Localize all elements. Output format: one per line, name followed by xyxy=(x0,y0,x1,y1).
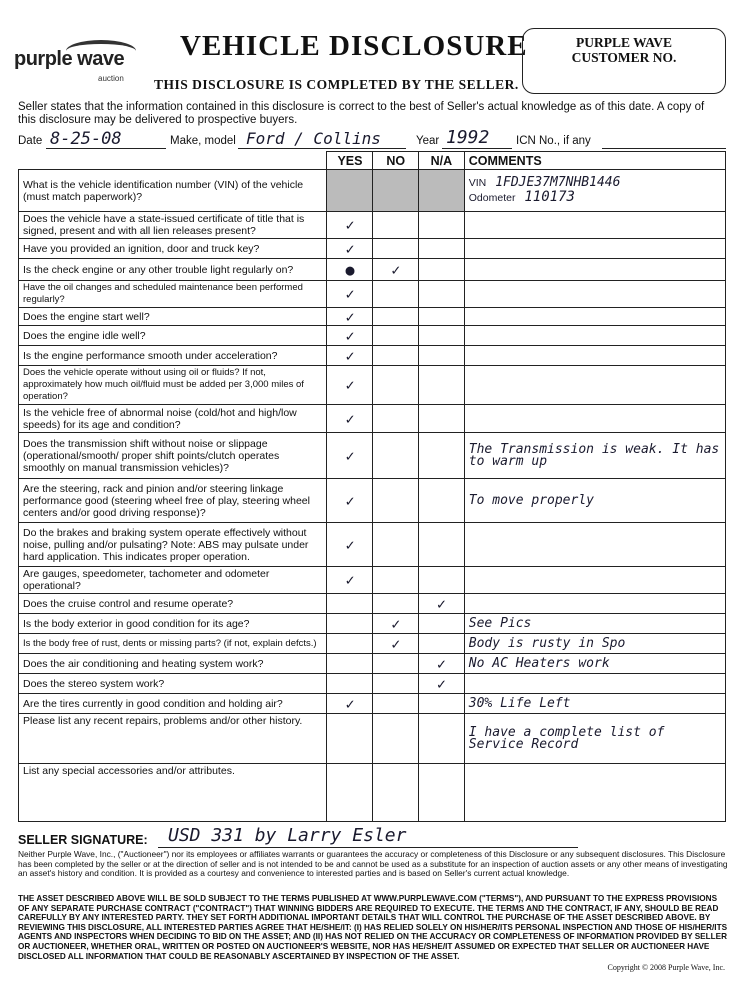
table-row xyxy=(19,308,726,326)
customer-box-line1: PURPLE WAVE xyxy=(576,35,672,50)
date-value[interactable]: 8-25-08 xyxy=(50,129,122,149)
question-text: Is the vehicle free of abnormal noise (cold/hot and high/low speeds) for its age and condition? xyxy=(19,405,327,433)
answer-yes-cell[interactable]: ✓ xyxy=(327,281,373,308)
answer-no-cell[interactable] xyxy=(373,239,419,259)
question-text: Have you provided an ignition, door and truck key? xyxy=(19,239,327,259)
comment-cell[interactable] xyxy=(464,764,725,822)
answer-yes-cell[interactable] xyxy=(327,654,373,674)
vin-question: What is the vehicle identification number (VIN) of the vehicle (must match paperwork)? xyxy=(19,170,327,212)
answer-na-cell[interactable] xyxy=(419,405,465,433)
answer-no-cell[interactable] xyxy=(373,212,419,239)
col-no: NO xyxy=(373,152,419,170)
question-text: Does the cruise control and resume operate? xyxy=(19,594,327,614)
comment-cell[interactable] xyxy=(464,326,725,346)
question-text: Does the engine start well? xyxy=(19,308,327,326)
question-text: Is the body exterior in good condition for its age? xyxy=(19,614,327,634)
answer-no-cell[interactable] xyxy=(373,281,419,308)
intro-text: Seller states that the information contained in this disclosure is correct to the best of Seller's actual knowledge as of this date. A copy of this disclosure may be delivered to prospective buyers. xyxy=(18,101,705,126)
table-row xyxy=(19,567,726,594)
question-text: Does the stereo system work? xyxy=(19,674,327,694)
answer-na-cell[interactable] xyxy=(419,523,465,567)
comment-cell[interactable]: 30% Life Left xyxy=(464,694,725,714)
table-row xyxy=(19,366,726,405)
answer-no-cell[interactable] xyxy=(373,366,419,405)
answer-na-cell[interactable] xyxy=(419,634,465,654)
terms-text: THE ASSET DESCRIBED ABOVE WILL BE SOLD SUBJECT TO THE TERMS PUBLISHED AT WWW.PURPLEWAVE.COM ("TERMS"), AND PURSUANT TO THE EXPRESS PROVISIONS OF ANY SEPARATE PURCHASE CONTRACT ("CONTRACT") THAT WINNING BIDDERS ARE REQUIRED TO EXECUTE. THE TERMS AND THE CONTRACT, IF ANY, SHOULD BE READ CAREFULLY BY ANY INTERESTED PARTY. THEY SET FORTH ADDITIONAL IMPORTANT DETAILS THAT WILL CONTROL THE PURCHASE OF THE ASSET DESCRIBED ABOVE. BY REVIEWING THIS DISCLOSURE, ALL INTERESTED PARTIES AGREE THAT HE/SHE/IT: (I) HAS RELIED SOLELY ON HIS/HER/ITS PERSONAL INSPECTION AND THOSE OF HIS/HER/ITS AGENTS AND INSPECTORS WHEN DECIDING TO BID ON THE ASSET; AND (II) HAS NOT RELIED ON THE ACCURACY OR COMPLETENESS OF INFORMATION PROVIDED BY SELLER OR AUCTIONEER, WHETHER ORAL, WRITTEN OR POSTED ON AUCTIONEER'S WEBSITE, NOR HAS HE/SHE/IT ASSUMED OR EXPECTED THAT SELLER OR AUCTIONEER HAVE DISCLOSED ALL INFORMATION THAT COULD BE REASONABLY ASCERTAINED BY INSPECTION OF THE ASSET. xyxy=(18,894,728,961)
answer-no-cell[interactable] xyxy=(373,714,419,764)
date-label: Date xyxy=(18,135,43,147)
vin-label: VIN xyxy=(468,177,487,189)
question-text: Have the oil changes and scheduled maintenance been performed regularly? xyxy=(19,281,327,308)
logo-brand: purple wave xyxy=(14,48,125,70)
answer-na-cell[interactable] xyxy=(419,694,465,714)
table-row xyxy=(19,523,726,567)
table-row xyxy=(19,326,726,346)
answer-yes-cell[interactable] xyxy=(327,614,373,634)
question-text: Do the brakes and braking system operate effectively without noise, pulling and/or pulsating? Note: ABS may pulsate under hard application. This indicates proper operation. xyxy=(19,523,327,567)
comment-cell[interactable] xyxy=(464,567,725,594)
page-title: VEHICLE DISCLOSURE xyxy=(180,30,528,62)
copyright: Copyright © 2008 Purple Wave, Inc. xyxy=(607,963,725,972)
answer-na-cell[interactable] xyxy=(419,326,465,346)
purple-wave-logo xyxy=(14,40,144,90)
logo-sub: auction xyxy=(98,74,124,83)
comment-cell[interactable] xyxy=(464,405,725,433)
date-make-line xyxy=(18,127,728,151)
table-row xyxy=(19,614,726,634)
question-text: Does the vehicle have a state-issued certificate of title that is signed, present and with all lien releases present? xyxy=(19,212,327,239)
answer-yes-cell[interactable] xyxy=(327,594,373,614)
comment-cell[interactable] xyxy=(464,346,725,366)
col-yes: YES xyxy=(327,152,373,170)
question-text: Please list any recent repairs, problems and/or other history. xyxy=(19,714,327,764)
answer-na-cell[interactable] xyxy=(419,614,465,634)
answer-yes-cell[interactable]: ✓ xyxy=(327,366,373,405)
comment-cell[interactable] xyxy=(464,594,725,614)
answer-yes-cell[interactable]: ✓ xyxy=(327,433,373,479)
comment-cell[interactable]: Body is rusty in Spo xyxy=(464,634,725,654)
answer-no-cell[interactable] xyxy=(373,346,419,366)
table-row xyxy=(19,694,726,714)
table-row xyxy=(19,479,726,523)
table-row xyxy=(19,634,726,654)
answer-no-cell[interactable] xyxy=(373,694,419,714)
comment-cell[interactable]: The Transmission is weak. It has to warm up xyxy=(464,433,725,479)
answer-na-cell[interactable] xyxy=(419,281,465,308)
answer-no-cell[interactable]: ✓ xyxy=(373,634,419,654)
answer-no-cell[interactable] xyxy=(373,567,419,594)
answer-no-cell[interactable] xyxy=(373,654,419,674)
question-text: Are gauges, speedometer, tachometer and odometer operational? xyxy=(19,567,327,594)
answer-yes-cell[interactable]: ✓ xyxy=(327,479,373,523)
answer-yes-cell[interactable]: ✓ xyxy=(327,405,373,433)
table-row xyxy=(19,212,726,239)
comment-cell[interactable] xyxy=(464,259,725,281)
comment-cell[interactable] xyxy=(464,281,725,308)
answer-no-cell[interactable]: ✓ xyxy=(373,259,419,281)
answer-no-cell[interactable] xyxy=(373,326,419,346)
col-na: N/A xyxy=(419,152,465,170)
answer-no-cell[interactable] xyxy=(373,405,419,433)
answer-na-cell[interactable] xyxy=(419,433,465,479)
year-value[interactable]: 1992 xyxy=(446,127,490,148)
table-row xyxy=(19,433,726,479)
odometer-label: Odometer xyxy=(468,192,516,204)
answer-na-cell[interactable]: ✓ xyxy=(419,594,465,614)
question-text: Does the engine idle well? xyxy=(19,326,327,346)
answer-no-cell[interactable] xyxy=(373,433,419,479)
answer-yes-cell[interactable]: ● xyxy=(327,259,373,281)
answer-no-cell[interactable] xyxy=(373,308,419,326)
answer-na-cell[interactable] xyxy=(419,259,465,281)
table-row xyxy=(19,594,726,614)
answer-yes-cell[interactable]: ✓ xyxy=(327,523,373,567)
answer-na-cell[interactable] xyxy=(419,239,465,259)
answer-na-cell[interactable] xyxy=(419,366,465,405)
question-text: Does the transmission shift without noise or slippage (operational/smooth/ proper shift points/clutch operates smoothly on manual transmission vehicles)? xyxy=(19,433,327,479)
comment-cell[interactable] xyxy=(464,212,725,239)
comment-cell[interactable]: See Pics xyxy=(464,614,725,634)
answer-no-cell[interactable] xyxy=(373,523,419,567)
comment-cell[interactable] xyxy=(464,308,725,326)
question-text: List any special accessories and/or attributes. xyxy=(19,764,327,822)
comment-cell[interactable] xyxy=(464,523,725,567)
seller-signature-line xyxy=(18,825,728,849)
answer-yes-cell[interactable]: ✓ xyxy=(327,694,373,714)
answer-no-cell[interactable] xyxy=(373,594,419,614)
table-row xyxy=(19,764,726,822)
comment-cell[interactable] xyxy=(464,366,725,405)
year-label: Year xyxy=(416,135,440,147)
answer-na-cell[interactable] xyxy=(419,714,465,764)
answer-na-cell[interactable] xyxy=(419,567,465,594)
signature-value[interactable]: USD 331 by Larry Esler xyxy=(168,825,407,846)
answer-yes-cell[interactable] xyxy=(327,634,373,654)
make-value[interactable]: Ford / Collins xyxy=(246,129,381,148)
answer-yes-cell[interactable] xyxy=(327,764,373,822)
answer-yes-cell[interactable] xyxy=(327,714,373,764)
question-text: Is the body free of rust, dents or missing parts? (if not, explain defcts.) xyxy=(19,634,327,654)
question-text: Does the vehicle operate without using oil or fluids? If not, approximately how much oil/fluid must be added per 3,000 miles of operation? xyxy=(19,366,327,405)
make-label: Make, model xyxy=(170,135,236,147)
answer-na-cell[interactable] xyxy=(419,479,465,523)
disclaimer-text: Neither Purple Wave, Inc., ("Auctioneer") nor its employees or affiliates warrants or guarantees the accuracy or completeness of this Disclosure or any subsequent disclosures. This Disclosure has been completed by the seller or at the direction of seller and is not intended to be and cannot be used as a substitute for an inspection of auction assets or any other means of investigating an asset's history and condition. It is provided as a courtesy and convenience to interested parties and is based on Seller's current actual knowledge. xyxy=(18,849,728,879)
comment-cell[interactable]: No AC Heaters work xyxy=(464,654,725,674)
answer-no-cell[interactable] xyxy=(373,479,419,523)
question-text: Are the steering, rack and pinion and/or steering linkage performance good (steering wheel free of play, steering wheel centers and/or good driving response)? xyxy=(19,479,327,523)
customer-number-box xyxy=(522,28,726,94)
table-row xyxy=(19,281,726,308)
signature-label: SELLER SIGNATURE: xyxy=(18,833,148,847)
answer-na-cell[interactable] xyxy=(419,764,465,822)
answer-yes-cell[interactable]: ✓ xyxy=(327,308,373,326)
table-row xyxy=(19,405,726,433)
answer-no-cell[interactable] xyxy=(373,674,419,694)
answer-na-cell[interactable]: ✓ xyxy=(419,674,465,694)
answer-yes-cell[interactable] xyxy=(327,674,373,694)
table-row xyxy=(19,346,726,366)
table-row xyxy=(19,259,726,281)
table-row-vin xyxy=(19,170,726,212)
page-subtitle: THIS DISCLOSURE IS COMPLETED BY THE SELLER. xyxy=(154,77,519,92)
answer-na-cell[interactable]: ✓ xyxy=(419,654,465,674)
question-text: Does the air conditioning and heating system work? xyxy=(19,654,327,674)
table-row xyxy=(19,674,726,694)
answer-na-cell[interactable] xyxy=(419,212,465,239)
comment-cell[interactable]: I have a complete list of Service Record xyxy=(464,714,725,764)
vin-value[interactable]: 1FDJE37M7NHB1446 xyxy=(495,175,621,190)
comment-cell[interactable] xyxy=(464,239,725,259)
answer-na-cell[interactable] xyxy=(419,346,465,366)
answer-no-cell[interactable] xyxy=(373,764,419,822)
answer-yes-cell[interactable]: ✓ xyxy=(327,567,373,594)
question-text: Are the tires currently in good condition and holding air? xyxy=(19,694,327,714)
customer-box-line2: CUSTOMER NO. xyxy=(571,50,677,65)
answer-yes-cell[interactable]: ✓ xyxy=(327,346,373,366)
odometer-value[interactable]: 110173 xyxy=(524,189,575,205)
question-text: Is the check engine or any other trouble light regularly on? xyxy=(19,259,327,281)
comment-cell[interactable]: To move properly xyxy=(464,479,725,523)
icn-label: ICN No., if any xyxy=(516,135,591,147)
answer-na-cell[interactable] xyxy=(419,308,465,326)
answer-yes-cell[interactable]: ✓ xyxy=(327,212,373,239)
table-row xyxy=(19,714,726,764)
question-text: Is the engine performance smooth under acceleration? xyxy=(19,346,327,366)
answer-yes-cell[interactable]: ✓ xyxy=(327,326,373,346)
table-row xyxy=(19,239,726,259)
disclosure-table xyxy=(18,151,726,822)
answer-yes-cell[interactable]: ✓ xyxy=(327,239,373,259)
comment-cell[interactable] xyxy=(464,674,725,694)
col-comments: COMMENTS xyxy=(464,152,725,170)
answer-no-cell[interactable]: ✓ xyxy=(373,614,419,634)
table-row xyxy=(19,654,726,674)
